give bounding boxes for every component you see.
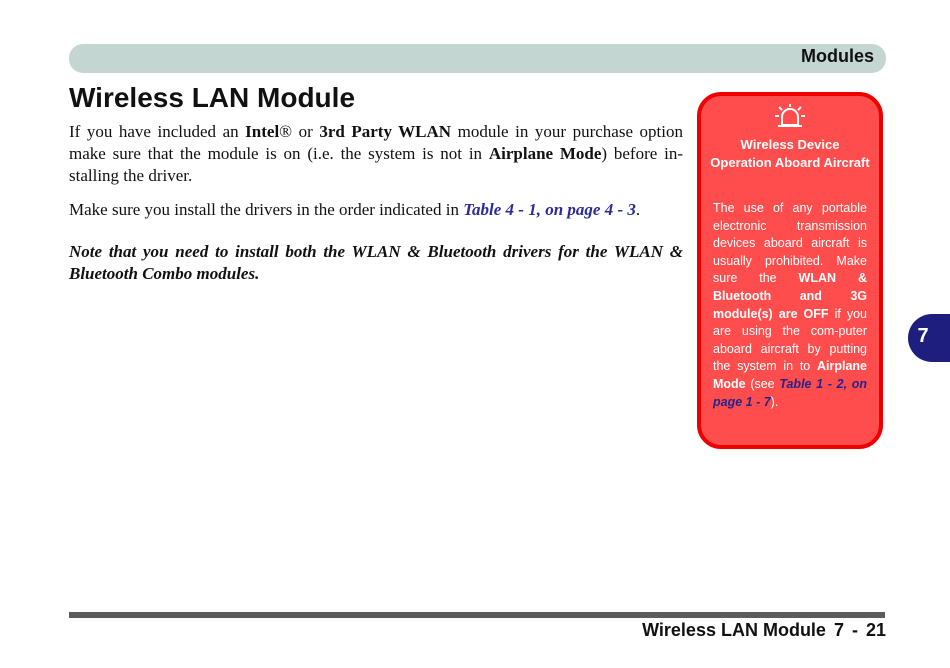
table-reference-link[interactable]: Table 1 - 2, on page 1 - 7 — [713, 376, 868, 409]
warning-body — [713, 200, 867, 411]
p1-text-2: or — [292, 122, 320, 141]
airplane-mode-term: Airplane Mode — [713, 359, 867, 391]
driver-order-paragraph — [69, 199, 683, 221]
warning-heading: Wireless Device Operation Aboard Aircraft — [710, 137, 870, 170]
footer-page-number: 21 — [865, 620, 886, 640]
footer-dash: - — [851, 620, 858, 640]
chapter-tab — [908, 314, 950, 362]
page-title: Wireless LAN Module — [69, 82, 356, 113]
footer-label: Wireless LAN Module — [642, 620, 826, 640]
p1-text-4: ) before in-stalling the driver. — [69, 144, 683, 185]
intel-term: Intel — [245, 122, 280, 141]
p1-text-1: If you have included an — [69, 122, 246, 141]
alarm-bell-icon — [701, 102, 879, 132]
combo-note-paragraph: Note that you need to install both the WLAN & Bluetooth drivers for the WLAN & Bluetooth Combo modules. — [69, 242, 683, 283]
p2-text-1: Make sure you install the drivers in the order indicated in — [69, 200, 464, 219]
aircraft-warning-box — [697, 92, 883, 449]
section-label: Modules — [800, 46, 874, 66]
registered-mark: ® — [279, 122, 293, 141]
warning-text-1: The use of any portable electronic transmission devices aboard aircraft is usually prohibited. Make sure the — [713, 201, 867, 286]
modules-off-term: WLAN & Bluetooth and 3G module(s) are OFF — [713, 271, 867, 321]
footer-chapter: 7 — [833, 620, 844, 640]
chapter-number: 7 — [917, 325, 929, 347]
p2-text-2: . — [635, 200, 641, 219]
page-footer — [642, 620, 886, 641]
header-bar — [69, 44, 886, 73]
footer-rule — [69, 612, 885, 618]
intro-paragraph — [69, 121, 683, 187]
airplane-mode-term: Airplane Mode — [488, 144, 602, 163]
p1-text-3: module in your purchase option make sure that the module is on (i.e. the system is not in — [69, 122, 683, 163]
warning-text-3: (see — [745, 376, 780, 391]
table-reference-link[interactable]: Table 4 - 1, on page 4 - 3 — [463, 200, 636, 219]
warning-text-4: ). — [770, 394, 779, 409]
warning-text-2: if you are using the com-puter aboard aircraft by putting the system in to — [713, 306, 867, 374]
third-party-term: 3rd Party WLAN — [319, 122, 452, 141]
